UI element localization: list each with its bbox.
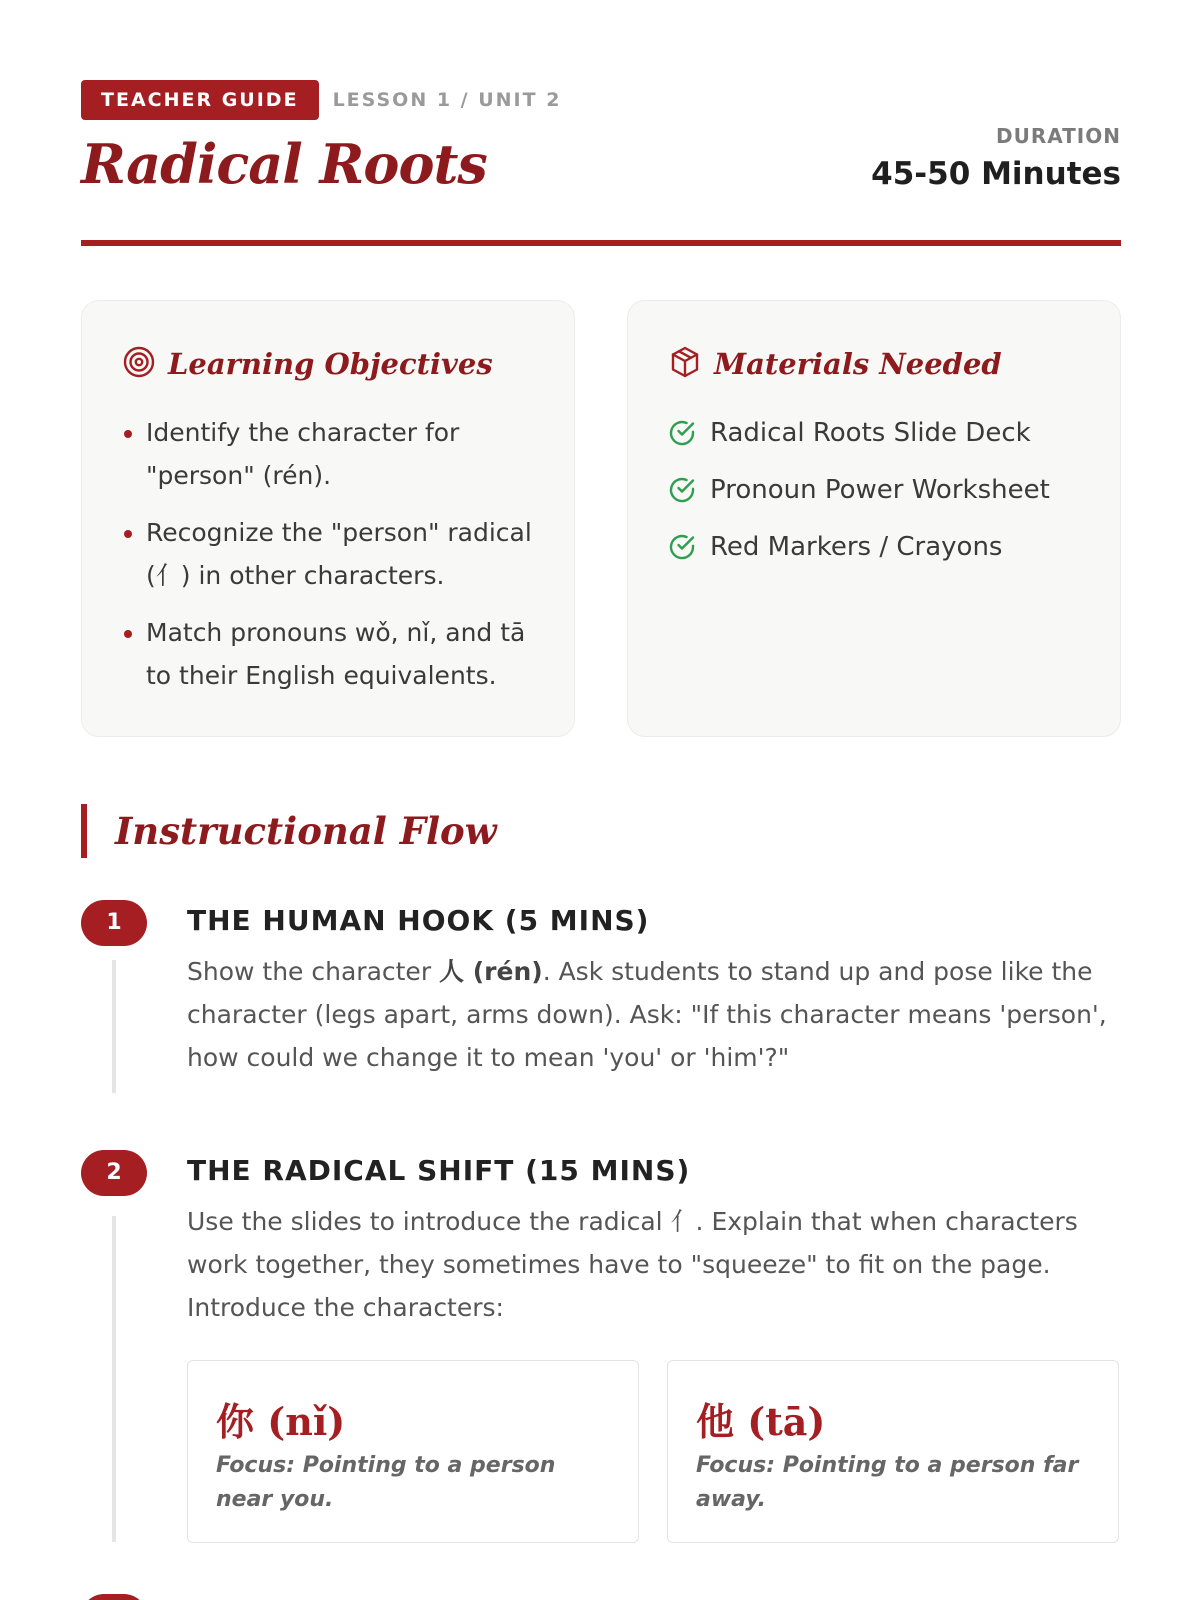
step-connector-line [112,960,116,1093]
teacher-guide-badge: TEACHER GUIDE [81,80,319,120]
step-number: 2 [81,1150,147,1196]
character-focus: Focus: Pointing to a person near you. [216,1453,556,1512]
header-divider [81,240,1121,246]
materials-title: Materials Needed [714,347,1002,381]
step-title: THE RADICAL SHIFT (15 MINS) [187,1154,691,1187]
step-description: Use the slides to introduce the radical 亻. Explain that when characters work together, they sometimes have to "squeeze" to fit on the page. Introduce the characters: [187,1207,1078,1322]
check-circle-icon [668,419,696,447]
character-focus: Focus: Pointing to a person far away. [696,1453,1079,1512]
list-item [122,511,542,597]
step-description [187,950,1107,1079]
objective-text: Recognize the "person" radical (亻) in other characters. [146,518,532,590]
step-desc-bold: 人 (rén) [439,957,543,986]
learning-objectives-card [81,300,575,737]
character-card-ni [187,1360,639,1543]
list-item [668,525,1050,568]
target-icon [122,345,156,383]
duration-label: DURATION [996,124,1121,148]
duration-value: 45-50 Minutes [871,156,1121,192]
bullet-icon [124,630,132,638]
objectives-list [122,411,542,711]
objectives-title: Learning Objectives [168,347,493,381]
objective-text: Identify the character for "person" (rén). [146,418,460,490]
section-accent-bar [81,804,87,858]
list-item [122,411,542,497]
step-desc-text: . Ask students to stand up and pose like the character (legs apart, arms down). Ask: "If this character means 'person', how could we change it to mean 'you' or 'him'?" [187,957,1107,1072]
bullet-icon [124,430,132,438]
check-circle-icon [668,476,696,504]
step-title: THE HUMAN HOOK (5 MINS) [187,904,650,937]
bullet-icon [124,530,132,538]
step-number: 1 [81,900,147,946]
lesson-unit-label: LESSON 1 / UNIT 2 [332,89,562,111]
instructional-flow-heading [81,804,497,858]
character-title: 你 (nǐ) [216,1399,346,1444]
page-title: Radical Roots [81,132,487,196]
section-title: Instructional Flow [115,809,497,853]
list-item [122,611,542,697]
objective-text: Match pronouns wǒ, nǐ, and tā to their English equivalents. [146,618,526,690]
objectives-header [122,345,493,383]
material-text: Red Markers / Crayons [710,531,1003,562]
step-3-number [81,1594,147,1600]
list-item [668,468,1050,511]
materials-needed-card [627,300,1121,737]
step-connector-line [112,1216,116,1542]
check-circle-icon [668,533,696,561]
list-item [668,411,1050,454]
character-title: 他 (tā) [696,1399,826,1444]
package-icon [668,345,702,383]
material-text: Pronoun Power Worksheet [710,474,1050,505]
character-card-ta [667,1360,1119,1543]
materials-header [668,345,1002,383]
header-meta [81,80,561,120]
material-text: Radical Roots Slide Deck [710,417,1031,448]
step-desc-text: Show the character [187,957,440,986]
materials-list [668,411,1050,582]
